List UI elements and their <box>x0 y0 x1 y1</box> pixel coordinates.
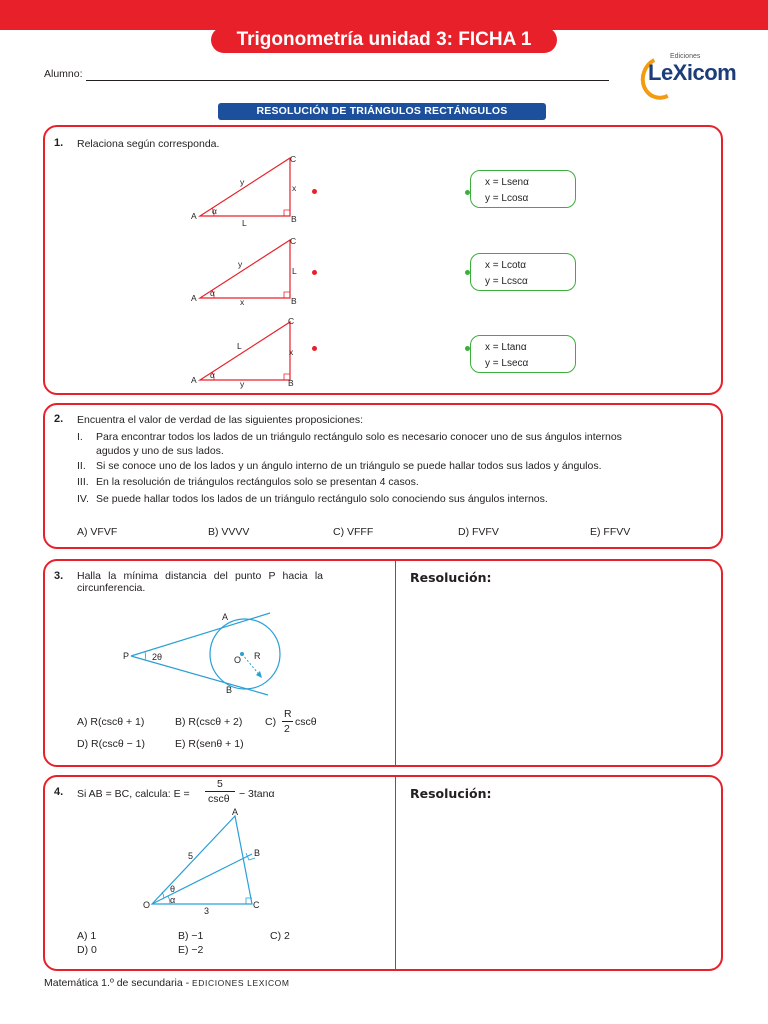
q2-item-2: Si se conoce uno de los lados y un ángulo interno de un triángulo se puede hallar todos sus lados y ángulos. <box>96 460 602 472</box>
t2-vertex-a: A <box>191 293 197 303</box>
t2-angle-label: α <box>210 288 215 298</box>
q2-option-d[interactable]: D) FVFV <box>458 526 499 538</box>
q2-item-1-line2: agudos y uno de sus lados. <box>96 445 224 457</box>
t3-vertex-c: C <box>288 316 295 326</box>
t3-hyp-label: L <box>237 341 242 351</box>
right-angle-mark-1 <box>284 210 290 216</box>
t1-vertical-label: x <box>292 183 297 193</box>
q2-item-roman-2: II. <box>77 460 86 472</box>
q4-fraction-denominator: cscθ <box>208 793 230 805</box>
q4-fraction-line <box>205 791 235 792</box>
answer-1-line2: y = Lcosα <box>485 193 529 204</box>
q2-option-b[interactable]: B) VVVV <box>208 526 250 538</box>
q3-circle-figure <box>115 608 290 698</box>
q4-label-side-oc: 3 <box>204 906 210 916</box>
q2-option-a[interactable]: A) VFVF <box>77 526 118 538</box>
question-1-number: 1. <box>54 137 64 149</box>
q4-label-theta: θ <box>170 884 176 894</box>
q4-option-d[interactable]: D) 0 <box>77 944 97 956</box>
answer-box-3 <box>470 335 576 373</box>
q3-divider <box>395 561 396 765</box>
t2-base-label: x <box>240 297 245 307</box>
q4-triangle-oca <box>152 816 252 904</box>
match-dot-left-1[interactable] <box>312 189 317 194</box>
q4-label-a: A <box>232 808 239 817</box>
q3-circle <box>210 619 280 689</box>
q3-option-d[interactable]: D) R(cscθ − 1) <box>77 738 145 750</box>
t3-vertex-b: B <box>288 378 294 388</box>
answer-2-line2: y = Lcscα <box>485 276 528 287</box>
q3-label-b: B <box>226 685 233 695</box>
q4-triangle-figure <box>140 808 270 920</box>
t3-angle-label: α <box>210 370 215 380</box>
t3-vertical-label: x <box>289 347 294 357</box>
q4-prompt-suffix: − 3tanα <box>239 788 275 800</box>
t1-base-label: L <box>242 218 247 228</box>
logo-text: LeXicom <box>648 60 737 85</box>
q3-label-r: R <box>254 651 261 661</box>
question-4-number: 4. <box>54 786 64 798</box>
q3-angle-arc <box>145 652 146 660</box>
q3-option-c-denominator: 2 <box>284 723 290 735</box>
q4-option-c[interactable]: C) 2 <box>270 930 290 942</box>
q3-option-c-fraction-line <box>282 721 293 722</box>
answer-3-line1: x = Ltanα <box>485 342 527 353</box>
q2-item-1-line1: Para encontrar todos los lados de un triángulo rectángulo solo es necesario conocer uno de sus ángulos internos <box>96 431 622 443</box>
q3-option-a[interactable]: A) R(cscθ + 1) <box>77 716 145 728</box>
footer-text: Matemática 1.º de secundaria - <box>44 977 190 989</box>
top-red-bar <box>0 0 768 30</box>
q4-segment-ob <box>152 854 252 904</box>
t2-vertex-c: C <box>290 236 297 246</box>
q3-option-b[interactable]: B) R(cscθ + 2) <box>175 716 243 728</box>
t1-angle-label: α <box>212 206 217 216</box>
page-title: Trigonometría unidad 3: FICHA 1 <box>211 27 557 53</box>
q4-prompt-prefix: Si AB = BC, calcula: E = <box>77 788 190 800</box>
match-dot-left-2[interactable] <box>312 270 317 275</box>
question-3-number: 3. <box>54 570 64 582</box>
q4-label-o: O <box>143 900 151 910</box>
q3-option-e[interactable]: E) R(senθ + 1) <box>175 738 244 750</box>
question-1-box <box>43 125 723 395</box>
q2-option-c[interactable]: C) VFFF <box>333 526 374 538</box>
q4-divider <box>395 777 396 969</box>
q4-label-alpha: α <box>170 895 176 905</box>
q3-label-p: P <box>123 651 130 661</box>
t1-vertex-b: B <box>291 214 297 224</box>
q2-item-roman-3: III. <box>77 476 89 488</box>
q3-tangent-upper <box>131 613 270 656</box>
page-footer <box>44 977 290 989</box>
answer-3-line2: y = Lsecα <box>485 358 529 369</box>
q4-label-c: C <box>253 900 260 910</box>
q4-option-a[interactable]: A) 1 <box>77 930 97 942</box>
t3-vertex-a: A <box>191 375 197 385</box>
t3-base-label: y <box>240 379 245 389</box>
q3-option-c-numerator: R <box>284 708 292 720</box>
q3-radius-arrowhead <box>256 671 262 678</box>
t1-vertex-a: A <box>191 211 197 221</box>
t1-vertex-c: C <box>290 154 297 164</box>
q4-label-b: B <box>254 848 261 858</box>
match-dot-left-3[interactable] <box>312 346 317 351</box>
q3-option-c-suffix: cscθ <box>295 716 317 728</box>
t2-hyp-label: y <box>238 259 243 269</box>
question-3-prompt-line2: circunferencia. <box>77 582 146 594</box>
right-angle-mark-2 <box>284 292 290 298</box>
q2-item-roman-4: IV. <box>77 493 89 505</box>
q2-item-roman-1: I. <box>77 431 83 443</box>
question-2-number: 2. <box>54 413 64 425</box>
q3-label-a: A <box>222 612 229 622</box>
q4-resolution-label: Resolución: <box>410 786 492 801</box>
answer-1-line1: x = Lsenα <box>485 177 529 188</box>
alumno-name-line[interactable] <box>86 80 609 81</box>
q3-option-c-prefix: C) <box>265 716 277 728</box>
q1-triangles-figure <box>180 150 310 390</box>
answer-box-2 <box>470 253 576 291</box>
q2-item-3: En la resolución de triángulos rectángulos solo se presentan 4 casos. <box>96 476 419 488</box>
alumno-label: Alumno: <box>44 68 83 80</box>
section-subtitle: RESOLUCIÓN DE TRIÁNGULOS RECTÁNGULOS <box>218 103 546 120</box>
question-2-prompt: Encuentra el valor de verdad de las siguientes proposiciones: <box>77 414 364 426</box>
q2-item-4: Se puede hallar todos los lados de un triángulo rectángulo solo conociendo sus ángulos internos. <box>96 493 548 505</box>
q4-option-b[interactable]: B) −1 <box>178 930 204 942</box>
t1-hyp-label: y <box>240 177 245 187</box>
q4-fraction-numerator: 5 <box>217 778 223 790</box>
logo-ediciones: Ediciones <box>670 53 701 60</box>
q3-label-angle: 2θ <box>152 652 163 662</box>
q3-resolution-label: Resolución: <box>410 570 492 585</box>
question-1-prompt: Relaciona según corresponda. <box>77 138 220 150</box>
footer-brand: EDICIONES LEXICOM <box>192 978 290 988</box>
answer-box-1 <box>470 170 576 208</box>
q3-label-o: O <box>234 655 242 665</box>
q4-option-e[interactable]: E) −2 <box>178 944 204 956</box>
q2-option-e[interactable]: E) FFVV <box>590 526 631 538</box>
t2-vertex-b: B <box>291 296 297 306</box>
q4-label-side-oa: 5 <box>188 851 194 861</box>
answer-2-line1: x = Lcotα <box>485 260 527 271</box>
t2-vertical-label: L <box>292 266 297 276</box>
question-3-prompt-line1: Halla la mínima distancia del punto P hacia la <box>77 570 323 582</box>
